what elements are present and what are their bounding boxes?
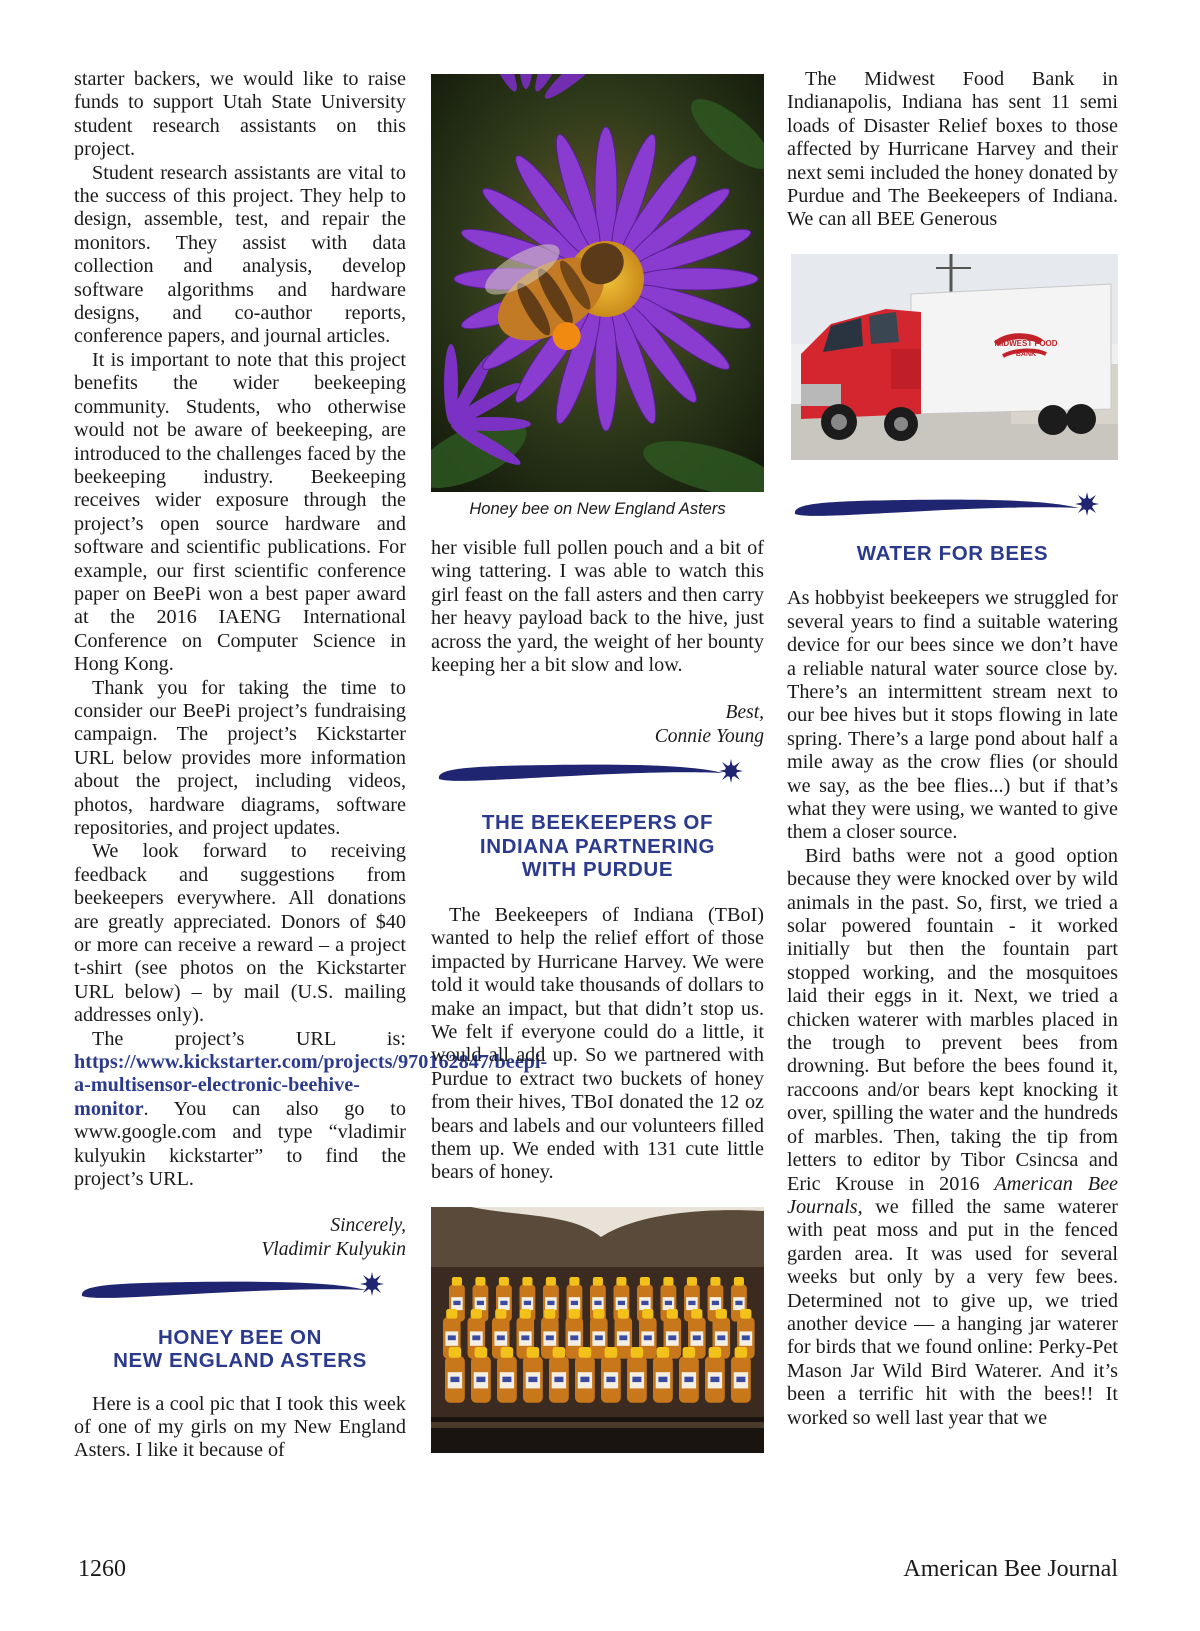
kickstarter-link[interactable]: https://www.kickstarter.com/projects/970162847/beepi-a-multisensor-electronic-beehive-monitor: [74, 1051, 548, 1120]
paragraph-part: , we filled the same waterer with peat moss and put in the fenced garden area. It was used for several weeks but only by a very few bees. Determined not to give up, we tried another device — a hanging jar waterer for birds that we found online: Perky-Pet Mason Jar Wild Bird Waterer. And it’s been a terrific hit with the bees!! It worked so well last year that we: [787, 1195, 1118, 1429]
section-heading: HONEY BEE ON: [157, 1325, 323, 1349]
section-heading: NEW ENGLAND ASTERS: [113, 1349, 367, 1372]
column-1: [74, 68, 548, 1463]
signoff-closing: Sincerely,: [330, 1214, 406, 1236]
url-suffix: . You can also go to www.google.com and type “vladimir kulyukin kickstarter” to find the project’s URL.: [74, 1097, 406, 1191]
swoosh-divider: [787, 484, 1118, 532]
url-paragraph: [74, 1027, 548, 1192]
honey-bears-photo: [431, 1207, 764, 1453]
url-prefix: The project’s URL is:: [92, 1027, 406, 1050]
section-heading: INDIANA PARTNERING: [479, 834, 716, 858]
photo-caption: Honey bee on New England Asters: [469, 500, 726, 518]
swoosh-divider: [431, 749, 764, 797]
paragraph: starter backers, we would like to raise funds to support Utah State University student research assistants on this project.: [74, 68, 406, 161]
journal-name: American Bee Journal: [903, 1556, 1118, 1582]
truck-text: BANK: [1015, 350, 1037, 358]
bee-on-aster-photo: [431, 74, 764, 492]
paragraph: Student research assistants are vital to the success of this project. They help to design, assemble, test, and repair the monitors. They assist with data collection and analysis, develop software algorithms and hardware designs, and co-author reports, conference papers, and journal articles.: [74, 161, 406, 348]
paragraph: The Beekeepers of Indiana (TBoI) wanted to help the relief effort of those impacted by Hurricane Harvey. We were told it would take thousands of dollars to make an impact, but that didn’t stop us. We felt if everyone could do a little, it would all add up. So we partnered with Purdue to extract two buckets of honey from their hives, TBoI donated the 12 oz bears and labels and our volunteers filled them up. We ended with 131 cute little bears of honey.: [431, 903, 764, 1184]
page-number: 1260: [78, 1556, 126, 1582]
signoff-author: Vladimir Kulyukin: [261, 1238, 406, 1260]
paragraph: Thank you for taking the time to consider our BeePi project’s fundraising campaign. The project’s Kickstarter URL below provides more information about the project, including videos, photos, hardware diagrams, software repositories, and project updates.: [74, 676, 406, 839]
paragraph: Here is a cool pic that I took this week of one of my girls on my New England Asters. I like it because of: [74, 1392, 406, 1462]
column-3: [787, 68, 1118, 1430]
signoff-closing: Best,: [725, 702, 764, 724]
paragraph-part: Bird baths were not a good option because they were knocked over by wild animals in the past. So, first, we tried a solar powered fountain - it worked initially but then the fountain part stopped working, and the mosquitoes laid their eggs in it. Next, we tried a chicken waterer with marbles placed in the trough to prevent bees from drowning. But before the bees found it, raccoons and/or bears kept knocking it over, spilling the water and the hundreds of marbles. Then, taking the tip from letters to editor by Tibor Csincsa and Eric Krouse in 2016: [787, 844, 1118, 1195]
paragraph: We look forward to receiving feedback and suggestions from beekeepers everywhere. All donations are greatly appreciated. Donors of $40 or more can receive a reward – a project t-shirt (see photos on the Kickstarter URL below) – by mail (U.S. mailing addresses only).: [74, 840, 406, 1027]
journal-title: American Bee Journals: [787, 1172, 1118, 1218]
paragraph: As hobbyist beekeepers we struggled for several years to find a suitable watering device for our bees since we don’t have a reliable natural water source close by. There’s an intermittent stream next to our bee hives but it stops flowing in late spring. There’s a large pond about half a mile away as the crow flies (or should we say, as the bee flies...) but if that’s what they were using, we wanted to give them a closer source.: [787, 587, 1118, 844]
section-heading: THE BEEKEEPERS OF: [481, 811, 714, 835]
paragraph: her visible full pollen pouch and a bit of wing tattering. I was able to watch this girl feast on the fall asters and then carry her heavy payload back to the hive, just across the yard, the weight of her bounty keeping her a bit slow and low.: [431, 537, 764, 677]
swoosh-divider: [74, 1266, 406, 1314]
paragraph: The Midwest Food Bank in Indianapolis, Indiana has sent 11 semi loads of Disaster Relief boxes to those affected by Hurricane Harvey and their next semi included the honey donated by Purdue and The Beekeepers of Indiana. We can all BEE Generous: [787, 68, 1118, 231]
section-heading: WATER FOR BEES: [856, 541, 1049, 565]
column-2: [431, 68, 764, 1453]
truck-text: MIDWEST FOOD: [994, 338, 1058, 348]
signoff-author: Connie Young: [654, 726, 764, 748]
food-bank-truck-photo: [791, 254, 1118, 460]
section-heading: WITH PURDUE: [521, 858, 674, 882]
paragraph: [787, 845, 1118, 1430]
paragraph: It is important to note that this project benefits the wider beekeeping community. Students, who otherwise would not be aware of beekeeping, are introduced to the challenges faced by the beekeeping industry. Beekeeping receives wider exposure through the project’s open source hardware and software and scientific publications. For example, our first scientific conference paper on BeePi won a best paper award at the 2016 IAENG International Conference on Computer Science in Hong Kong.: [74, 348, 406, 676]
